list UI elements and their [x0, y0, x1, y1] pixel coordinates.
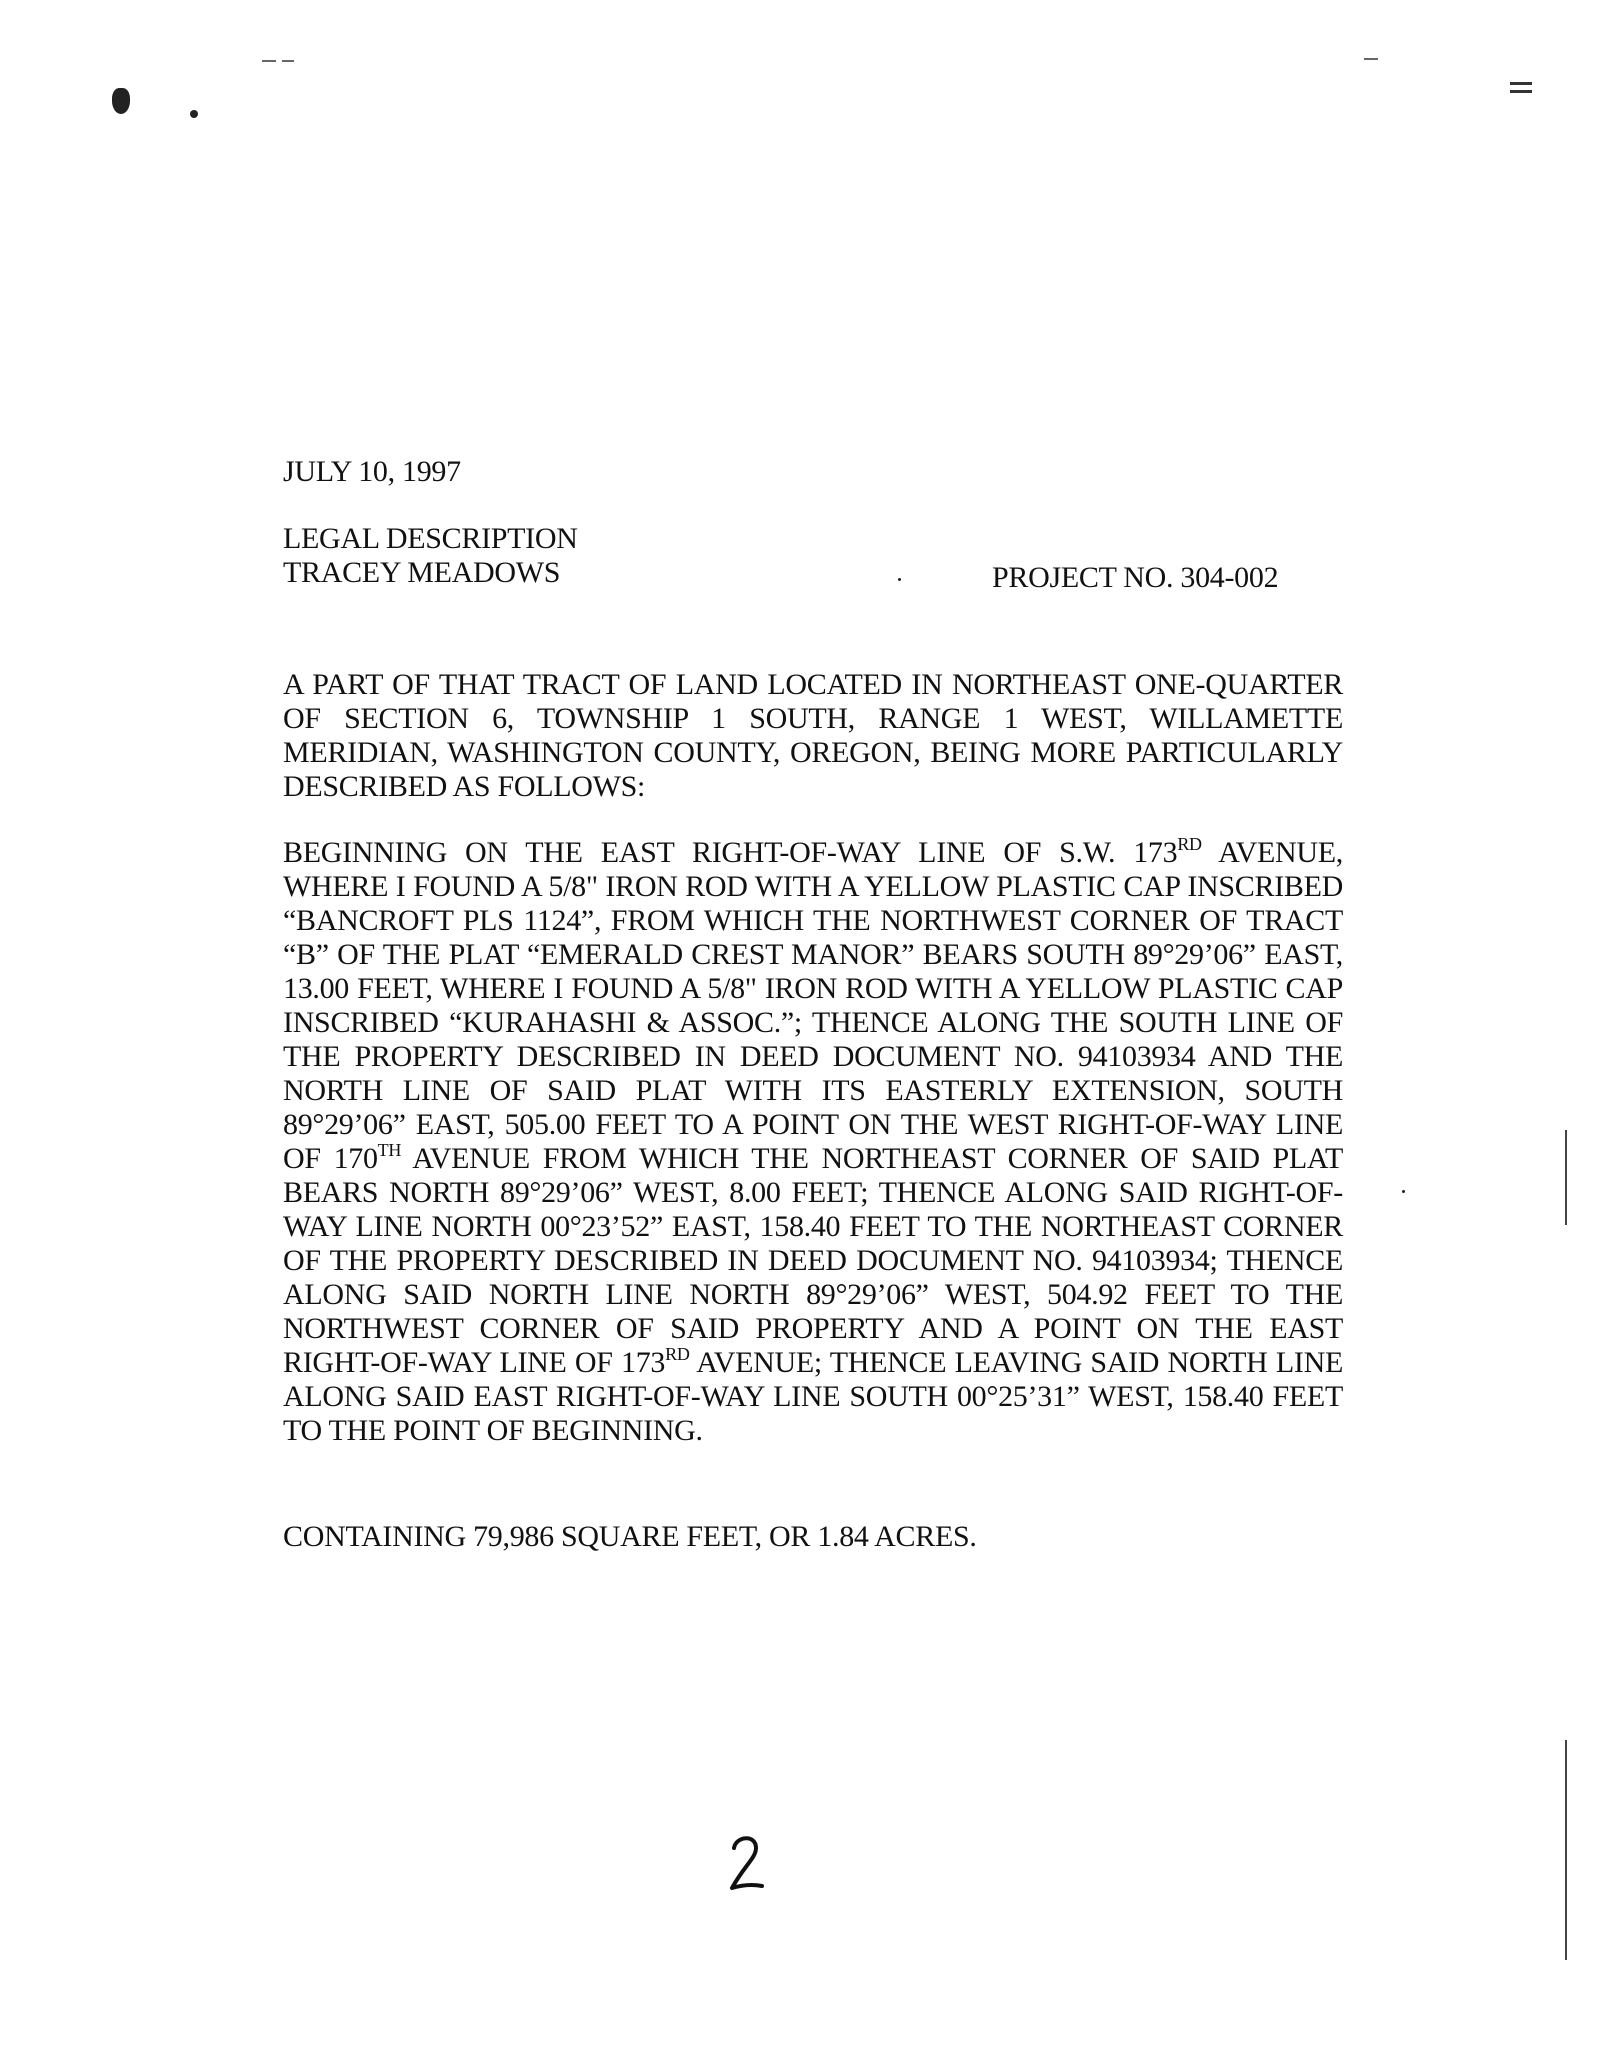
paragraph-text: BEGINNING ON THE EAST RIGHT-OF-WAY LINE OF S.W. 173 [283, 836, 1178, 869]
scan-artifact [1510, 82, 1532, 85]
paragraph-text: AVENUE; THENCE LEAVING SAID NORTH LINE ALONG SAID EAST RIGHT-OF-WAY LINE SOUTH 00°25’31” WEST, 158.40 FEET TO THE POINT OF BEGINNING. [283, 1346, 1343, 1447]
scan-artifact [1565, 1740, 1567, 1960]
scan-speck [1402, 1190, 1405, 1193]
paragraph-text: AVENUE, WHERE I FOUND A 5/8" IRON ROD WITH A YELLOW PLASTIC CAP INSCRIBED “BANCROFT PLS 1124”, FROM WHICH THE NORTHWEST CORNER OF TRACT “B” OF THE PLAT “EMERALD CREST MANOR” BEARS SOUTH 89°29’06” EAST, 13.00 FEET, WHERE I FOUND A 5/8" IRON ROD WITH A YELLOW PLASTIC CAP INSCRIBED “KURAHASHI & ASSOC.”; THENCE ALONG THE SOUTH LINE OF THE PROPERTY DESCRIBED IN DEED DOCUMENT NO. 94103934 AND THE NORTH LINE OF SAID PLAT WITH ITS EASTERLY EXTENSION, SOUTH 89°29’06” EAST, 505.00 FEET TO A POINT ON THE WEST RIGHT-OF-WAY LINE OF 170 [283, 836, 1343, 1175]
scan-artifact [1364, 58, 1378, 60]
paragraph-text: AVENUE FROM WHICH THE NORTHEAST CORNER OF SAID PLAT BEARS NORTH 89°29’06” WEST, 8.00 FEET; THENCE ALONG SAID RIGHT-OF-WAY LINE NORTH 00°23’52” EAST, 158.40 FEET TO THE NORTHEAST CORNER OF THE PROPERTY DESCRIBED IN DEED DOCUMENT NO. 94103934; THENCE ALONG SAID NORTH LINE NORTH 89°29’06” WEST, 504.92 FEET TO THE NORTHWEST CORNER OF SAID PROPERTY AND A POINT ON THE EAST RIGHT-OF-WAY LINE OF 173 [283, 1142, 1343, 1379]
scan-artifact [282, 60, 294, 62]
document-date: JULY 10, 1997 [283, 455, 461, 488]
intro-paragraph: A PART OF THAT TRACT OF LAND LOCATED IN NORTHEAST ONE-QUARTER OF SECTION 6, TOWNSHIP 1 SOUTH, RANGE 1 WEST, WILLAMETTE MERIDIAN, WASHINGTON COUNTY, OREGON, BEING MORE PARTICULARLY DESCRIBED AS FOLLOWS: [283, 668, 1343, 803]
project-number: PROJECT NO. 304-002 [992, 561, 1279, 594]
handwritten-page-number [722, 1830, 772, 1905]
area-statement: CONTAINING 79,986 SQUARE FEET, OR 1.84 ACRES. [283, 1520, 977, 1553]
heading-subdivision-name: TRACEY MEADOWS [283, 556, 561, 589]
ordinal-superscript: RD [665, 1344, 690, 1364]
ordinal-superscript: RD [1177, 834, 1202, 854]
scan-artifact [1510, 90, 1532, 93]
ordinal-superscript: TH [377, 1140, 402, 1160]
scan-speck [112, 88, 130, 114]
scan-artifact [262, 60, 276, 62]
heading-title: LEGAL DESCRIPTION [283, 522, 578, 555]
scan-speck [190, 110, 198, 118]
metes-and-bounds-paragraph [283, 836, 1343, 1448]
scan-artifact [1565, 1130, 1567, 1225]
